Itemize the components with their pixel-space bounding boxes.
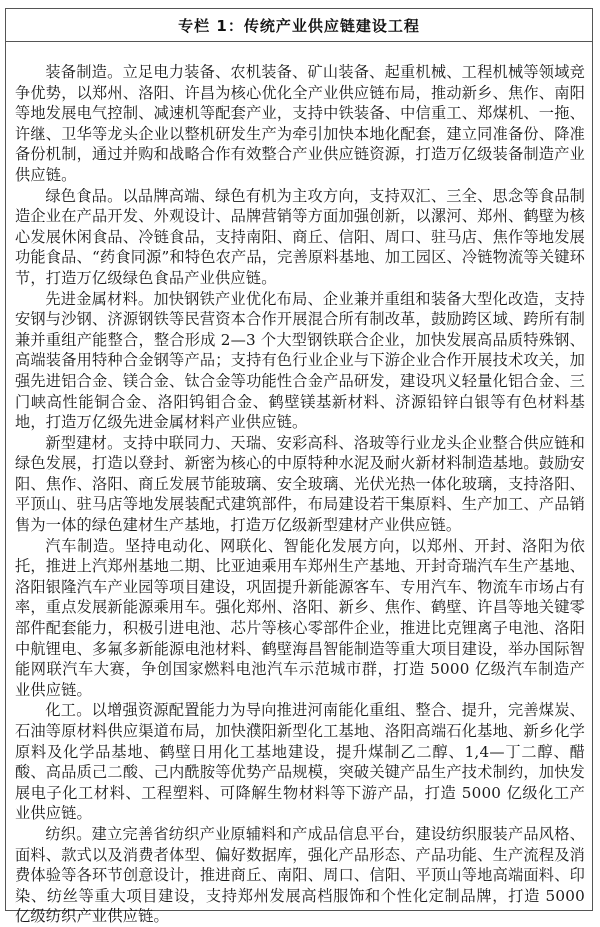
- column-box: [5, 8, 593, 926]
- paragraph-equipment-manufacturing: 装备制造。立足电力装备、农机装备、矿山装备、起重机械、工程机械等领域竞争优势，以郑州、洛阳、许昌为核心优化全产业供应链布局，推动新乡、焦作、南阳等地发展电气控制、减速机等配套产业，支持中铁装备、中信重工、郑煤机、一拖、许继、卫华等龙头企业以整机研发生产为牵引加快本地化配套，建立同准备份、降准备份机制，通过并购和战略合作有效整合产业供应链资源，打造万亿级装备制造产业供应链。: [15, 63, 585, 184]
- paragraph-chemical-industry: 化工。以增强资源配置能力为导向推进河南能化重组、整合、提升，完善煤炭、石油等原材料供应渠道布局，加快濮阳新型化工基地、洛阳高端石化基地、新乡化学原料及化学品基地、鹤壁日用化工基地建设，提升煤制乙二醇、1,4—丁二醇、醋酸、高品质己二酸、己内酰胺等优势产品规模，突破关键产品生产技术制约，加快发展电子化工材料、工程塑料、可降解生物材料等下游产品，打造 5000 亿级化工产业供应链。: [15, 701, 585, 823]
- paragraph-green-food: 绿色食品。以品牌高端、绿色有机为主攻方向，支持双汇、三全、思念等食品制造企业在产品开发、外观设计、品牌营销等方面加强创新，以漯河、郑州、鹤壁为核心发展休闲食品、冷链食品，支持南阳、商丘、信阳、周口、驻马店、焦作等地发展功能食品、“药食同源”和特色农产品，完善原料基地、加工园区、冷链物流等关键环节，打造万亿级绿色食品产业供应链。: [15, 186, 585, 287]
- column-title: 专栏 1：传统产业供应链建设工程: [178, 16, 420, 35]
- column-body: [6, 42, 592, 927]
- paragraph-new-building-materials: 新型建材。支持中联同力、天瑞、安彩高科、洛玻等行业龙头企业整合供应链和绿色发展，打造以登封、新密为核心的中原特种水泥及耐火新材料制造基地。鼓励安阳、焦作、洛阳、商丘发展节能玻璃、安全玻璃、光伏光热一体化玻璃，支持洛阳、平顶山、驻马店等地发展装配式建筑部件，布局建设若干集原料、生产加工、产品销售为一体的绿色建材生产基地，打造万亿级新型建材产业供应链。: [15, 433, 585, 535]
- paragraph-advanced-metal-materials: 先进金属材料。加快钢铁产业优化布局、企业兼并重组和装备大型化改造，支持安钢与沙钢、济源钢铁等民营资本合作开展混合所有制改革，鼓励跨区域、跨所有制兼并重组产能整合，整合形成 2—3 个大型钢铁联合企业，加快发展高品质特殊钢、高端装备用特种合金钢等产品；支持有色行业企业与下游企业合作开展技术攻关，加强先进铝合金、镁合金、钛合金等功能性合金产品研发，建设巩义轻量化铝合金、三门峡高性能铜合金、洛阳钨钼合金、鹤壁镁基新材料、济源铅锌白银等有色材料基地，打造万亿级先进金属材料产业供应链。: [15, 289, 585, 432]
- column-header: [6, 9, 592, 42]
- paragraph-textile: 纺织。建立完善省纺织产业原辅料和产成品信息平台，建设纺织服装产品风格、面料、款式以及消费者体型、偏好数据库，强化产品形态、产品功能、生产流程及消费体验等各环节创意设计，推进商丘、南阳、周口、信阳、平顶山等地高端面料、印染、纺丝等重大项目建设，支持郑州发展高档服饰和个性化定制品牌，打造 5000 亿级纺织产业供应链。: [15, 824, 585, 926]
- paragraph-automobile-manufacturing: 汽车制造。坚持电动化、网联化、智能化发展方向，以郑州、开封、洛阳为依托，推进上汽郑州基地二期、比亚迪乘用车郑州生产基地、开封奇瑞汽车生产基地、洛阳银隆汽车产业园等项目建设，巩固提升新能源客车、专用汽车、物流车市场占有率，重点发展新能源乘用车。强化郑州、洛阳、新乡、焦作、鹤壁、许昌等地关键零部件配套能力，积极引进电池、芯片等核心零部件企业，推进比克锂离子电池、洛阳中航锂电、多氟多新能源电池材料、鹤壁海昌智能制造等重大项目建设，举办国际智能网联汽车大赛，争创国家燃料电池汽车示范城市群，打造 5000 亿级汽车制造产业供应链。: [15, 536, 585, 699]
